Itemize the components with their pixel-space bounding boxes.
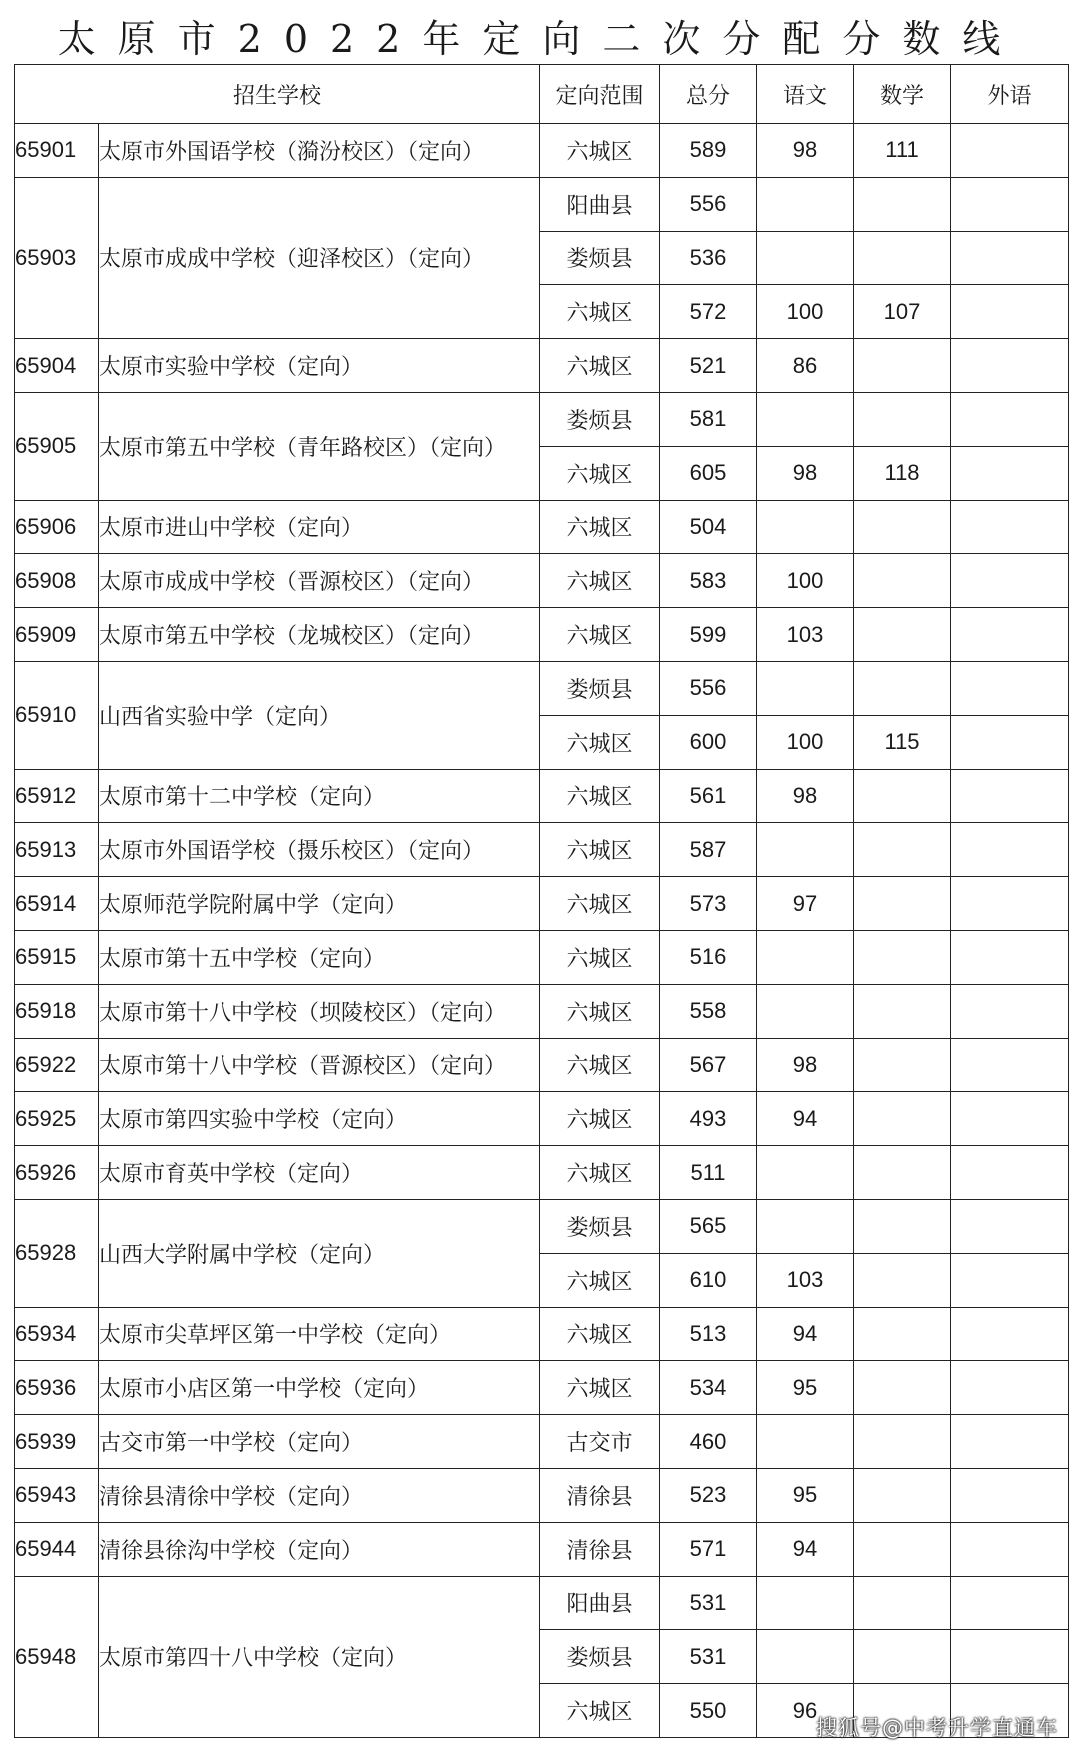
- foreign-cell: [951, 1199, 1069, 1253]
- chinese-cell: 98: [757, 769, 854, 823]
- foreign-cell: [951, 823, 1069, 877]
- chinese-cell: [757, 231, 854, 285]
- math-cell: [854, 1630, 951, 1684]
- chinese-cell: 103: [757, 1253, 854, 1307]
- foreign-cell: [951, 1307, 1069, 1361]
- chinese-cell: [757, 1576, 854, 1630]
- total-cell: 550: [660, 1684, 757, 1738]
- total-cell: 565: [660, 1199, 757, 1253]
- foreign-cell: [951, 1146, 1069, 1200]
- math-cell: [854, 231, 951, 285]
- foreign-cell: [951, 285, 1069, 339]
- school-name: 清徐县清徐中学校（定向）: [99, 1468, 540, 1522]
- range-cell: 六城区: [540, 1146, 660, 1200]
- chinese-cell: 94: [757, 1522, 854, 1576]
- math-cell: [854, 1146, 951, 1200]
- range-cell: 古交市: [540, 1415, 660, 1469]
- school-name: 太原市进山中学校（定向）: [99, 500, 540, 554]
- math-cell: 118: [854, 446, 951, 500]
- total-cell: 600: [660, 715, 757, 769]
- total-cell: 513: [660, 1307, 757, 1361]
- total-cell: 573: [660, 877, 757, 931]
- math-cell: [854, 177, 951, 231]
- table-row: [15, 823, 1069, 877]
- header-chinese: 语文: [757, 65, 854, 124]
- school-code: 65926: [15, 1146, 99, 1200]
- total-cell: 556: [660, 177, 757, 231]
- school-name: 山西省实验中学（定向）: [99, 661, 540, 769]
- header-total: 总分: [660, 65, 757, 124]
- math-cell: [854, 877, 951, 931]
- chinese-cell: [757, 984, 854, 1038]
- chinese-cell: 96: [757, 1684, 854, 1738]
- foreign-cell: [951, 500, 1069, 554]
- range-cell: 娄烦县: [540, 392, 660, 446]
- total-cell: 587: [660, 823, 757, 877]
- table-row: [15, 339, 1069, 393]
- table-row: [15, 1146, 1069, 1200]
- math-cell: 111: [854, 124, 951, 178]
- table-row: [15, 1576, 1069, 1630]
- score-table-body: [15, 124, 1069, 1738]
- range-cell: 六城区: [540, 1253, 660, 1307]
- range-cell: 娄烦县: [540, 1199, 660, 1253]
- table-row: [15, 554, 1069, 608]
- chinese-cell: 94: [757, 1092, 854, 1146]
- header-foreign: 外语: [951, 65, 1069, 124]
- math-cell: [854, 1307, 951, 1361]
- chinese-cell: 98: [757, 124, 854, 178]
- total-cell: 493: [660, 1092, 757, 1146]
- school-code: 65939: [15, 1415, 99, 1469]
- school-name: 太原市第五中学校（龙城校区）（定向）: [99, 608, 540, 662]
- total-cell: 583: [660, 554, 757, 608]
- math-cell: [854, 769, 951, 823]
- total-cell: 561: [660, 769, 757, 823]
- score-table: [14, 64, 1069, 1738]
- math-cell: [854, 1361, 951, 1415]
- school-code: 65913: [15, 823, 99, 877]
- school-code: 65909: [15, 608, 99, 662]
- foreign-cell: [951, 1253, 1069, 1307]
- range-cell: 六城区: [540, 769, 660, 823]
- school-name: 太原市第四实验中学校（定向）: [99, 1092, 540, 1146]
- range-cell: 娄烦县: [540, 661, 660, 715]
- chinese-cell: 98: [757, 1038, 854, 1092]
- table-row: [15, 984, 1069, 1038]
- header-row: [15, 65, 1069, 124]
- foreign-cell: [951, 339, 1069, 393]
- foreign-cell: [951, 877, 1069, 931]
- school-code: 65925: [15, 1092, 99, 1146]
- table-row: [15, 500, 1069, 554]
- foreign-cell: [951, 231, 1069, 285]
- range-cell: 六城区: [540, 285, 660, 339]
- chinese-cell: [757, 661, 854, 715]
- school-name: 太原市第十八中学校（晋源校区）（定向）: [99, 1038, 540, 1092]
- range-cell: 六城区: [540, 500, 660, 554]
- math-cell: [854, 1092, 951, 1146]
- table-row: [15, 1199, 1069, 1253]
- math-cell: [854, 1415, 951, 1469]
- table-row: [15, 1468, 1069, 1522]
- range-cell: 清徐县: [540, 1468, 660, 1522]
- total-cell: 536: [660, 231, 757, 285]
- foreign-cell: [951, 554, 1069, 608]
- table-row: [15, 392, 1069, 446]
- total-cell: 534: [660, 1361, 757, 1415]
- foreign-cell: [951, 1415, 1069, 1469]
- school-code: 65901: [15, 124, 99, 178]
- school-name: 太原市尖草坪区第一中学校（定向）: [99, 1307, 540, 1361]
- total-cell: 605: [660, 446, 757, 500]
- table-row: [15, 877, 1069, 931]
- school-code: 65905: [15, 392, 99, 500]
- school-code: 65943: [15, 1468, 99, 1522]
- total-cell: 504: [660, 500, 757, 554]
- total-cell: 581: [660, 392, 757, 446]
- range-cell: 六城区: [540, 877, 660, 931]
- total-cell: 460: [660, 1415, 757, 1469]
- range-cell: 清徐县: [540, 1522, 660, 1576]
- total-cell: 516: [660, 930, 757, 984]
- total-cell: 531: [660, 1630, 757, 1684]
- foreign-cell: [951, 930, 1069, 984]
- math-cell: [854, 500, 951, 554]
- total-cell: 521: [660, 339, 757, 393]
- math-cell: [854, 1468, 951, 1522]
- foreign-cell: [951, 1361, 1069, 1415]
- school-code: 65928: [15, 1199, 99, 1307]
- table-row: [15, 930, 1069, 984]
- math-cell: [854, 1038, 951, 1092]
- math-cell: [854, 1576, 951, 1630]
- table-row: [15, 769, 1069, 823]
- table-row: [15, 1361, 1069, 1415]
- school-code: 65904: [15, 339, 99, 393]
- table-row: [15, 124, 1069, 178]
- foreign-cell: [951, 715, 1069, 769]
- table-row: [15, 1522, 1069, 1576]
- header-school: 招生学校: [15, 65, 540, 124]
- range-cell: 六城区: [540, 984, 660, 1038]
- table-row: [15, 1038, 1069, 1092]
- math-cell: [854, 823, 951, 877]
- total-cell: 511: [660, 1146, 757, 1200]
- school-name: 太原市外国语学校（摄乐校区）（定向）: [99, 823, 540, 877]
- chinese-cell: [757, 1146, 854, 1200]
- school-name: 太原市第十五中学校（定向）: [99, 930, 540, 984]
- range-cell: 六城区: [540, 1038, 660, 1092]
- range-cell: 娄烦县: [540, 231, 660, 285]
- chinese-cell: 97: [757, 877, 854, 931]
- range-cell: 六城区: [540, 446, 660, 500]
- foreign-cell: [951, 1630, 1069, 1684]
- range-cell: 六城区: [540, 715, 660, 769]
- chinese-cell: 94: [757, 1307, 854, 1361]
- foreign-cell: [951, 608, 1069, 662]
- range-cell: 六城区: [540, 1684, 660, 1738]
- school-code: 65915: [15, 930, 99, 984]
- range-cell: 阳曲县: [540, 177, 660, 231]
- foreign-cell: [951, 661, 1069, 715]
- math-cell: [854, 392, 951, 446]
- foreign-cell: [951, 1576, 1069, 1630]
- chinese-cell: 86: [757, 339, 854, 393]
- total-cell: 556: [660, 661, 757, 715]
- range-cell: 六城区: [540, 339, 660, 393]
- chinese-cell: 100: [757, 715, 854, 769]
- school-name: 古交市第一中学校（定向）: [99, 1415, 540, 1469]
- school-name: 太原市成成中学校（晋源校区）（定向）: [99, 554, 540, 608]
- chinese-cell: [757, 823, 854, 877]
- chinese-cell: 100: [757, 285, 854, 339]
- foreign-cell: [951, 1468, 1069, 1522]
- total-cell: 558: [660, 984, 757, 1038]
- total-cell: 523: [660, 1468, 757, 1522]
- math-cell: [854, 1522, 951, 1576]
- foreign-cell: [951, 1038, 1069, 1092]
- school-code: 65910: [15, 661, 99, 769]
- school-name: 太原市实验中学校（定向）: [99, 339, 540, 393]
- range-cell: 六城区: [540, 554, 660, 608]
- school-name: 太原市第十二中学校（定向）: [99, 769, 540, 823]
- school-name: 太原市第五中学校（青年路校区）（定向）: [99, 392, 540, 500]
- table-row: [15, 1415, 1069, 1469]
- chinese-cell: 95: [757, 1361, 854, 1415]
- math-cell: [854, 554, 951, 608]
- range-cell: 阳曲县: [540, 1576, 660, 1630]
- chinese-cell: [757, 500, 854, 554]
- chinese-cell: 95: [757, 1468, 854, 1522]
- foreign-cell: [951, 446, 1069, 500]
- school-name: 太原市成成中学校（迎泽校区）（定向）: [99, 177, 540, 338]
- table-row: [15, 1092, 1069, 1146]
- page-title: 太原市2022年定向二次分配分数线: [57, 17, 1023, 61]
- math-cell: [854, 1253, 951, 1307]
- foreign-cell: [951, 1522, 1069, 1576]
- foreign-cell: [951, 177, 1069, 231]
- header-math: 数学: [854, 65, 951, 124]
- chinese-cell: [757, 177, 854, 231]
- foreign-cell: [951, 984, 1069, 1038]
- chinese-cell: [757, 1415, 854, 1469]
- range-cell: 六城区: [540, 930, 660, 984]
- range-cell: 六城区: [540, 1092, 660, 1146]
- table-row: [15, 608, 1069, 662]
- school-name: 太原市育英中学校（定向）: [99, 1146, 540, 1200]
- table-row: [15, 1307, 1069, 1361]
- school-code: 65922: [15, 1038, 99, 1092]
- table-row: [15, 661, 1069, 715]
- school-code: 65912: [15, 769, 99, 823]
- math-cell: [854, 661, 951, 715]
- watermark: 搜狐号@中考升学直通车: [816, 1716, 1058, 1740]
- chinese-cell: 100: [757, 554, 854, 608]
- school-name: 太原师范学院附属中学（定向）: [99, 877, 540, 931]
- chinese-cell: 103: [757, 608, 854, 662]
- chinese-cell: 98: [757, 446, 854, 500]
- school-code: 65944: [15, 1522, 99, 1576]
- math-cell: [854, 1199, 951, 1253]
- range-cell: 娄烦县: [540, 1630, 660, 1684]
- total-cell: 589: [660, 124, 757, 178]
- table-row: [15, 177, 1069, 231]
- total-cell: 567: [660, 1038, 757, 1092]
- math-cell: [854, 608, 951, 662]
- total-cell: 531: [660, 1576, 757, 1630]
- foreign-cell: [951, 1092, 1069, 1146]
- chinese-cell: [757, 392, 854, 446]
- foreign-cell: [951, 769, 1069, 823]
- foreign-cell: [951, 124, 1069, 178]
- math-cell: 115: [854, 715, 951, 769]
- school-code: 65906: [15, 500, 99, 554]
- school-name: 清徐县徐沟中学校（定向）: [99, 1522, 540, 1576]
- school-code: 65914: [15, 877, 99, 931]
- range-cell: 六城区: [540, 1361, 660, 1415]
- school-name: 太原市第十八中学校（坝陵校区）（定向）: [99, 984, 540, 1038]
- school-name: 太原市外国语学校（漪汾校区）（定向）: [99, 124, 540, 178]
- school-code: 65903: [15, 177, 99, 338]
- header-range: 定向范围: [540, 65, 660, 124]
- range-cell: 六城区: [540, 823, 660, 877]
- total-cell: 572: [660, 285, 757, 339]
- school-name: 山西大学附属中学校（定向）: [99, 1199, 540, 1307]
- range-cell: 六城区: [540, 124, 660, 178]
- school-code: 65934: [15, 1307, 99, 1361]
- chinese-cell: [757, 1630, 854, 1684]
- school-name: 太原市小店区第一中学校（定向）: [99, 1361, 540, 1415]
- math-cell: [854, 339, 951, 393]
- school-code: 65908: [15, 554, 99, 608]
- chinese-cell: [757, 930, 854, 984]
- range-cell: 六城区: [540, 1307, 660, 1361]
- school-code: 65918: [15, 984, 99, 1038]
- total-cell: 599: [660, 608, 757, 662]
- total-cell: 571: [660, 1522, 757, 1576]
- chinese-cell: [757, 1199, 854, 1253]
- math-cell: 107: [854, 285, 951, 339]
- school-code: 65948: [15, 1576, 99, 1737]
- range-cell: 六城区: [540, 608, 660, 662]
- school-name: 太原市第四十八中学校（定向）: [99, 1576, 540, 1737]
- math-cell: [854, 930, 951, 984]
- total-cell: 610: [660, 1253, 757, 1307]
- school-code: 65936: [15, 1361, 99, 1415]
- foreign-cell: [951, 392, 1069, 446]
- math-cell: [854, 984, 951, 1038]
